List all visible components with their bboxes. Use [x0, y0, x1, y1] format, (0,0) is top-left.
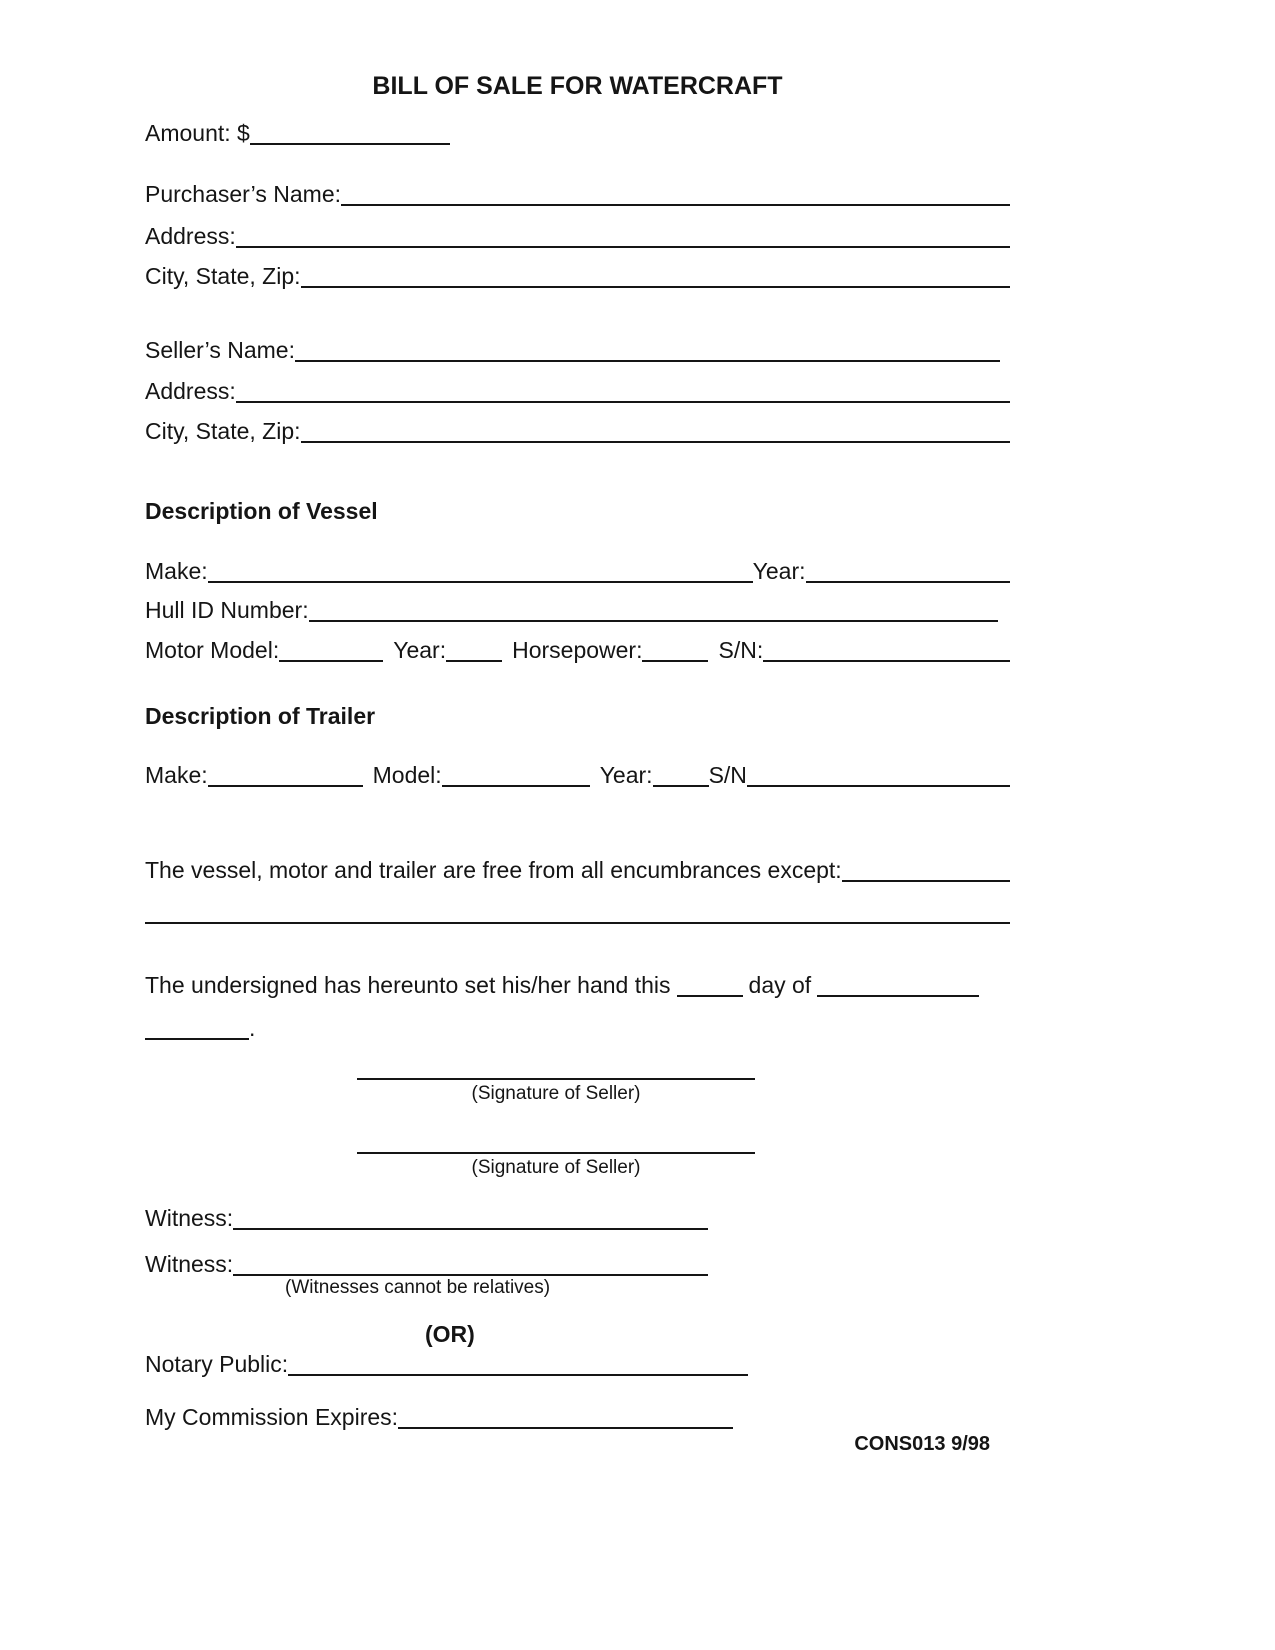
purchaser-city-line: [301, 268, 1010, 288]
witness-note: (Witnesses cannot be relatives): [285, 1277, 551, 1298]
seller-signature-caption-2: (Signature of Seller): [471, 1157, 641, 1178]
horsepower-label: Horsepower:: [512, 637, 643, 663]
day-number-line: [677, 977, 743, 997]
seller-address-row: [145, 377, 1010, 405]
motor-row: [145, 636, 1010, 664]
notary-row: [145, 1350, 1010, 1378]
seller-city-row: [145, 417, 1010, 445]
notary-label: Notary Public:: [145, 1351, 289, 1377]
month-line: [817, 977, 979, 997]
purchaser-city-row: [145, 262, 1010, 290]
notary-line: [288, 1356, 748, 1376]
trailer-row: [145, 761, 1010, 789]
amount-row: [145, 119, 1010, 147]
seller-signature-caption-1: (Signature of Seller): [471, 1083, 641, 1104]
purchaser-address-line: [236, 228, 1010, 248]
or-text: (OR): [425, 1321, 475, 1347]
encumbrances-line-2: [145, 904, 1010, 924]
seller-signature-block-1: [357, 1058, 755, 1106]
trailer-make-line: [208, 767, 363, 787]
motor-model-label: Motor Model:: [145, 637, 280, 663]
purchaser-address-row: [145, 222, 1010, 250]
form-code: CONS013 9/98: [854, 1433, 990, 1455]
witness-line-1: [233, 1210, 708, 1230]
vessel-make-label: Make:: [145, 558, 208, 584]
motor-serial-label: S/N:: [718, 637, 764, 663]
amount-label: Amount: $: [145, 120, 250, 146]
trailer-model-label: Model:: [372, 762, 442, 788]
commission-label: My Commission Expires:: [145, 1404, 399, 1430]
witness-label-2: Witness:: [145, 1251, 234, 1277]
motor-year-line: [446, 642, 502, 662]
motor-model-line: [279, 642, 383, 662]
purchaser-address-label: Address:: [145, 223, 236, 249]
hull-id-label: Hull ID Number:: [145, 597, 309, 623]
seller-name-row: [145, 336, 1010, 364]
purchaser-name-row: [145, 180, 1010, 208]
encumbrances-continuation-row: [145, 904, 1010, 926]
witness-label-1: Witness:: [145, 1205, 234, 1231]
trailer-year-label: Year:: [599, 762, 653, 788]
trailer-serial-line: [747, 767, 1010, 787]
vessel-section-heading: Description of Vessel: [145, 498, 378, 524]
undersigned-text: The undersigned has hereunto set his/her hand this: [145, 972, 671, 998]
seller-name-line: [295, 342, 1000, 362]
encumbrances-row: [145, 856, 1010, 884]
seller-city-label: City, State, Zip:: [145, 418, 301, 444]
trailer-section-heading: Description of Trailer: [145, 703, 376, 729]
purchaser-name-line: [341, 186, 1010, 206]
seller-address-line: [236, 383, 1010, 403]
motor-serial-line: [763, 642, 1010, 662]
witness-row-2: [145, 1250, 1010, 1278]
vessel-year-line: [806, 563, 1010, 583]
motor-year-label: Year:: [393, 637, 447, 663]
year-continuation-line: [145, 1020, 249, 1040]
seller-address-label: Address:: [145, 378, 236, 404]
undersigned-row: [145, 971, 1010, 999]
encumbrances-line-1: [842, 862, 1010, 882]
witness-row-1: [145, 1204, 1010, 1232]
trailer-serial-label: S/N: [708, 762, 747, 788]
vessel-make-line: [208, 563, 753, 583]
trailer-year-line: [653, 767, 709, 787]
trailer-model-line: [442, 767, 590, 787]
vessel-make-row: [145, 557, 1010, 585]
commission-line: [398, 1409, 733, 1429]
day-of-text: day of: [748, 972, 812, 998]
year-continuation-row: [145, 1014, 1010, 1042]
encumbrances-text: The vessel, motor and trailer are free from all encumbrances except:: [145, 857, 842, 883]
seller-signature-line-2: [357, 1132, 755, 1154]
seller-city-line: [301, 423, 1010, 443]
seller-signature-line-1: [357, 1058, 755, 1080]
purchaser-city-label: City, State, Zip:: [145, 263, 301, 289]
document-title: BILL OF SALE FOR WATERCRAFT: [372, 72, 783, 100]
seller-name-label: Seller’s Name:: [145, 337, 295, 363]
hull-id-row: [145, 596, 1010, 624]
vessel-year-label: Year:: [752, 558, 806, 584]
purchaser-name-label: Purchaser’s Name:: [145, 181, 342, 207]
witness-line-2: [233, 1256, 708, 1276]
period-text: .: [249, 1015, 256, 1041]
trailer-make-label: Make:: [145, 762, 208, 788]
seller-signature-block-2: [357, 1132, 755, 1180]
hull-id-line: [309, 602, 998, 622]
horsepower-line: [642, 642, 708, 662]
commission-row: [145, 1403, 1010, 1431]
amount-line: [250, 125, 450, 145]
